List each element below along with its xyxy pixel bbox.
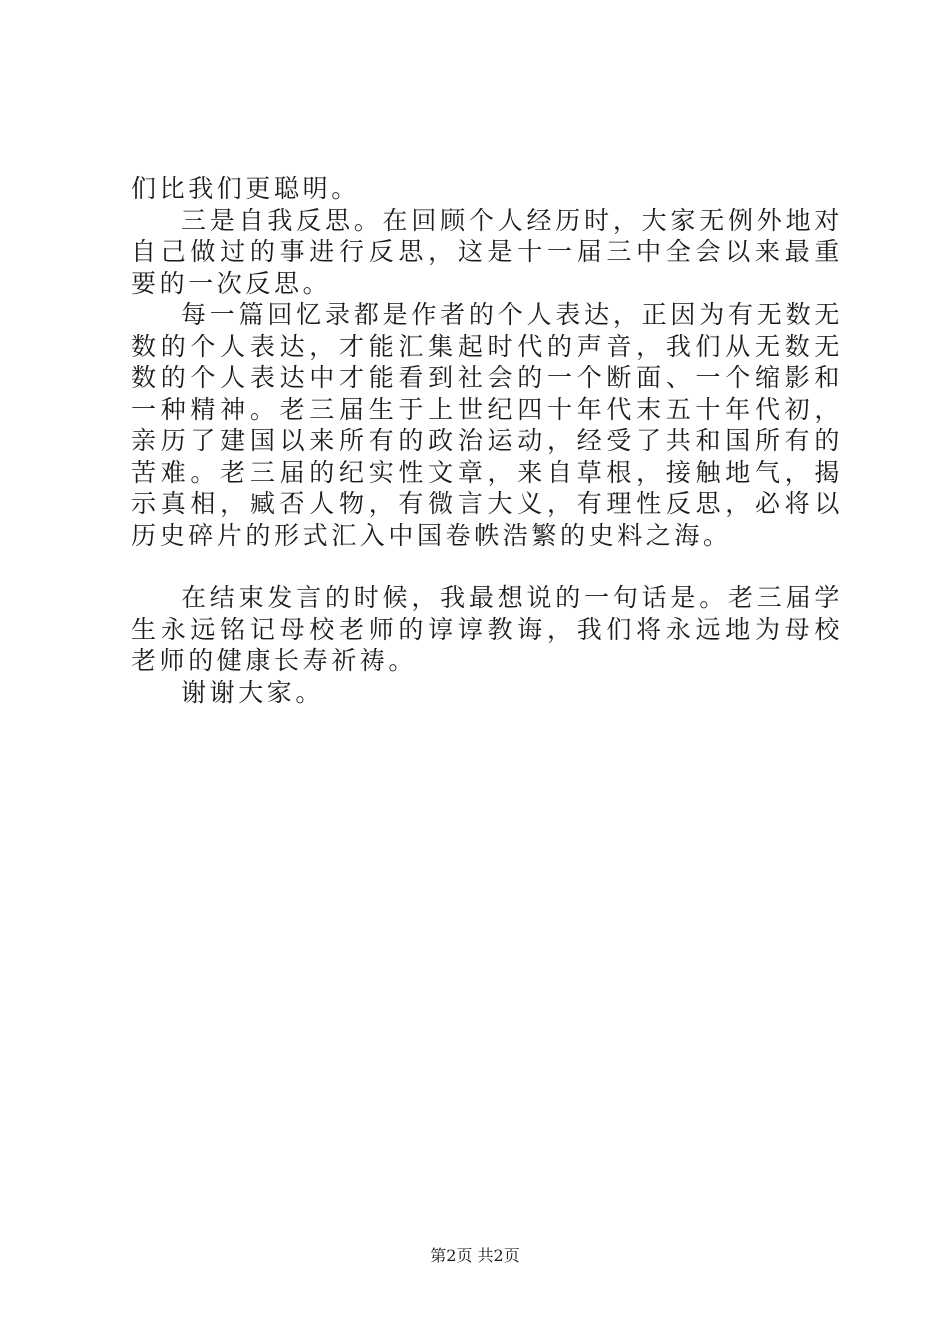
document-body [131, 173, 843, 708]
page-footer: 第2页 共2页 [430, 1246, 520, 1265]
paragraph-memoir-expression: 每一篇回忆录都是作者的个人表达，正因为有无数无数的个人表达，才能汇集起时代的声音，我们从无数无数的个人表达中才能看到社会的一个断面、一个缩影和一种精神。老三届生于上世纪四十年代末五十年代初，亲历了建国以来所有的政治运动，经受了共和国所有的苦难。老三届的纪实性文章，来自草根，接触地气，揭示真相，臧否人物，有微言大义，有理性反思，必将以历史碎片的形式汇入中国卷帙浩繁的史料之海。 [131, 300, 843, 550]
paragraph-self-reflection: 三是自我反思。在回顾个人经历时，大家无例外地对自己做过的事进行反思，这是十一届三中全会以来最重要的一次反思。 [131, 205, 843, 298]
paragraph-gap [131, 551, 843, 582]
paragraph-closing-remarks: 在结束发言的时候，我最想说的一句话是。老三届学生永远铭记母校老师的谆谆教诲，我们将永远地为母校老师的健康长寿祈祷。 [131, 583, 843, 675]
paragraph-continuation: 们比我们更聪明。 [131, 174, 360, 203]
paragraph-thanks: 谢谢大家。 [181, 677, 325, 707]
